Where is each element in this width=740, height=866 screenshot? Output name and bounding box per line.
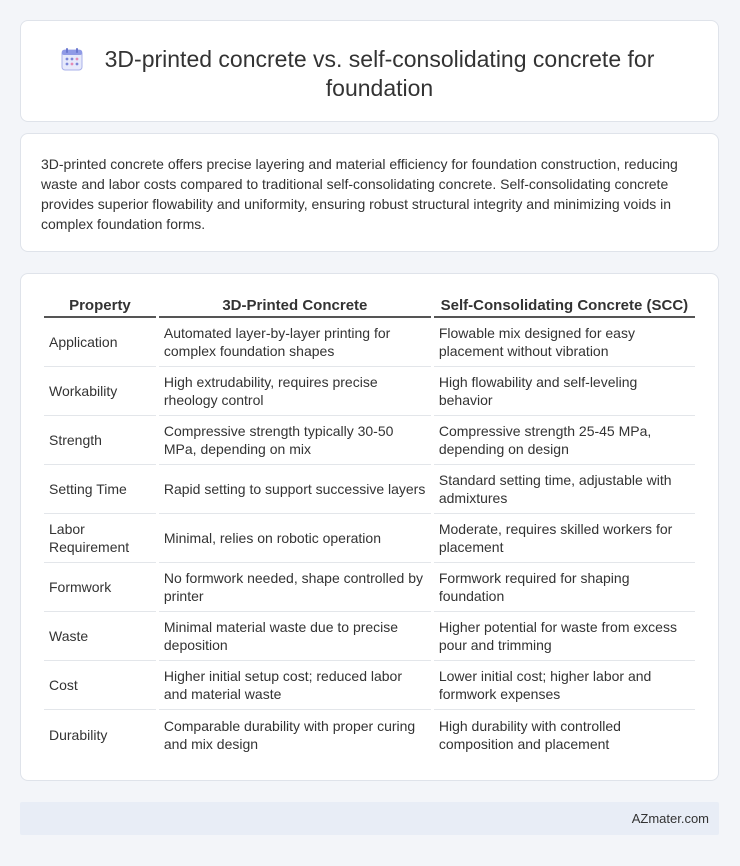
row-scc: High flowability and self-leveling behavior: [434, 367, 695, 416]
row-3d-printed: Higher initial setup cost; reduced labor and material waste: [159, 661, 431, 710]
row-scc: Compressive strength 25-45 MPa, depending on design: [434, 416, 695, 465]
row-property: Setting Time: [44, 465, 156, 514]
comparison-card: [20, 273, 719, 781]
row-property: Durability: [49, 726, 108, 743]
row-3d-printed: Minimal, relies on robotic operation: [159, 514, 431, 563]
column-header-property: Property: [44, 294, 156, 318]
table-row: [44, 465, 695, 514]
table-row: [44, 318, 695, 367]
row-3d-printed: Minimal material waste due to precise deposition: [159, 612, 431, 661]
row-property: Strength: [44, 416, 156, 465]
row-3d-printed: High extrudability, requires precise rheology control: [159, 367, 431, 416]
row-scc: Standard setting time, adjustable with admixtures: [434, 465, 695, 514]
row-scc: Formwork required for shaping foundation: [434, 563, 695, 612]
intro-card: [20, 133, 719, 252]
intro-paragraph: 3D-printed concrete offers precise layering and material efficiency for foundation construction, reducing waste and labor costs compared to traditional self-consolidating concrete. Self-consolidating concrete provides superior flowability and uniformity, ensuring robust structural integrity and minimizing voids in complex foundation forms.: [41, 156, 678, 232]
row-scc: Higher potential for waste from excess pour and trimming: [434, 612, 695, 661]
row-property: Formwork: [44, 563, 156, 612]
row-3d-printed: Comparable durability with proper curing and mix design: [163, 717, 416, 752]
table-row: [44, 661, 695, 710]
row-3d-printed: Compressive strength typically 30-50 MPa, depending on mix: [159, 416, 431, 465]
page-title: 3D-printed concrete vs. self-consolidating concrete for foundation: [104, 46, 655, 101]
row-property: Workability: [44, 367, 156, 416]
table-row: [44, 612, 695, 661]
row-3d-printed: No formwork needed, shape controlled by printer: [159, 563, 431, 612]
row-property: Application: [44, 318, 156, 367]
table-row: [44, 563, 695, 612]
row-3d-printed: Automated layer-by-layer printing for complex foundation shapes: [159, 318, 431, 367]
row-property: Waste: [44, 612, 156, 661]
row-scc: High durability with controlled composition and placement: [438, 717, 621, 752]
row-3d-printed: Rapid setting to support successive layers: [159, 465, 431, 514]
table-row: [44, 514, 695, 563]
footer-bar: [20, 802, 719, 835]
footer-brand: AZmater.com: [631, 811, 709, 826]
row-scc: Moderate, requires skilled workers for placement: [434, 514, 695, 563]
table-row: [44, 710, 695, 759]
table-row: [44, 416, 695, 465]
row-property: Labor Requirement: [44, 514, 156, 563]
column-header-3d-printed: 3D-Printed Concrete: [159, 294, 431, 318]
column-header-scc: Self-Consolidating Concrete (SCC): [434, 294, 695, 318]
row-scc: Flowable mix designed for easy placement without vibration: [434, 318, 695, 367]
table-row: [44, 367, 695, 416]
table-header-row: [44, 294, 695, 318]
title-card: [20, 20, 719, 122]
comparison-table: [41, 294, 698, 759]
row-scc: Lower initial cost; higher labor and formwork expenses: [434, 661, 695, 710]
row-property: Cost: [44, 661, 156, 710]
